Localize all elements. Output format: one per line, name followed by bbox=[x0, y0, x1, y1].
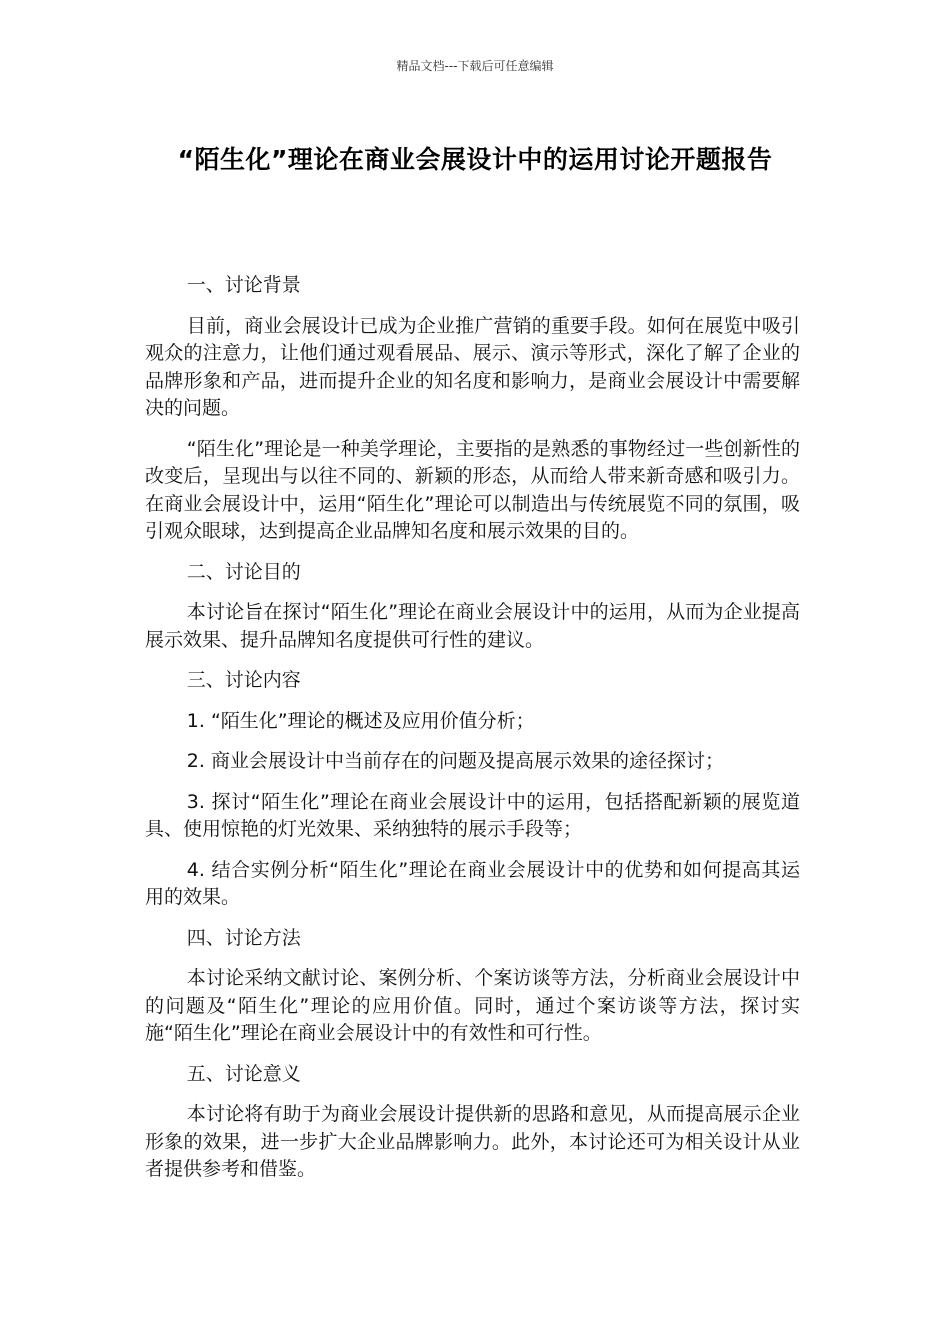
list-item: 4. 结合实例分析“陌生化”理论在商业会展设计中的优势和如何提高其运用的效果。 bbox=[145, 858, 800, 908]
document-body bbox=[145, 272, 800, 1197]
section-heading-significance: 五、讨论意义 bbox=[186, 1062, 301, 1085]
list-item: 2. 商业会展设计中当前存在的问题及提高展示效果的途径探讨； bbox=[186, 750, 724, 772]
document-title: “陌生化”理论在商业会展设计中的运用讨论开题报告 bbox=[177, 145, 773, 174]
paragraph: “陌生化”理论是一种美学理论，主要指的是熟悉的事物经过一些创新性的改变后，呈现出与以往不同的、新颖的形态，从而给人带来新奇感和吸引力。在商业会展设计中，运用“陌生化”理论可以制造出与传统展览不同的氛围，吸引观众眼球，达到提高企业品牌知名度和展示效果的目的。 bbox=[145, 437, 800, 542]
section-heading-background: 一、讨论背景 bbox=[186, 274, 301, 296]
list-item: 1. “陌生化”理论的概述及应用价值分析； bbox=[186, 709, 535, 732]
list-item: 3. 探讨“陌生化”理论在商业会展设计中的运用，包括搭配新颖的展览道具、使用惊艳的灯光效果、采纳独特的展示手段等； bbox=[145, 790, 800, 840]
paragraph: 目前，商业会展设计已成为企业推广营销的重要手段。如何在展览中吸引观众的注意力，让他们通过观看展品、展示、演示等形式，深化了解了企业的品牌形象和产品，进而提升企业的知名度和影响力，是商业会展设计中需要解决的问题。 bbox=[145, 314, 800, 419]
section-heading-purpose: 二、讨论目的 bbox=[186, 560, 301, 583]
section-heading-content: 三、讨论内容 bbox=[186, 669, 301, 691]
paragraph: 本讨论将有助于为商业会展设计提供新的思路和意见，从而提高展示企业形象的效果，进一步扩大企业品牌影响力。此外，本讨论还可为相关设计从业者提供参考和借鉴。 bbox=[145, 1103, 800, 1180]
paragraph: 本讨论采纳文献讨论、案例分析、个案访谈等方法，分析商业会展设计中的问题及“陌生化”理论的应用价值。同时，通过个案访谈等方法，探讨实施“陌生化”理论在商业会展设计中的有效性和可行性。 bbox=[145, 967, 800, 1044]
section-heading-method: 四、讨论方法 bbox=[186, 926, 301, 949]
paragraph: 本讨论旨在探讨“陌生化”理论在商业会展设计中的运用，从而为企业提高展示效果、提升品牌知名度提供可行性的建议。 bbox=[145, 601, 800, 651]
header-note: 精品文档---下载后可任意编辑 bbox=[396, 59, 554, 73]
